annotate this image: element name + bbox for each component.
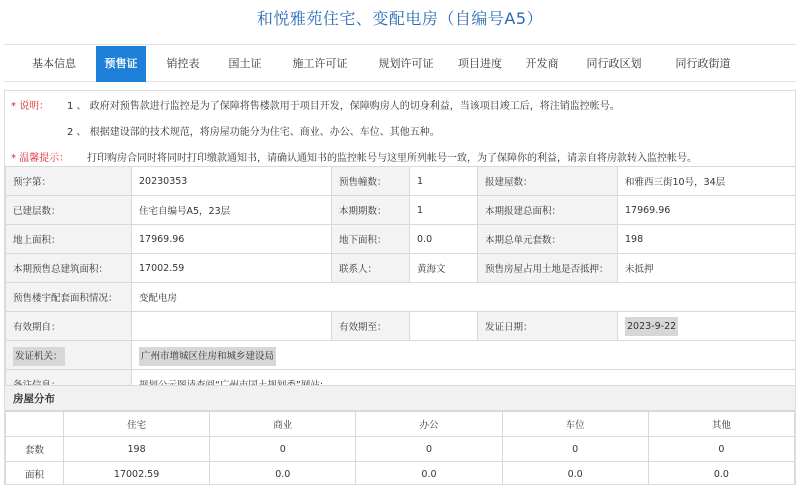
column-header: 住宅: [64, 412, 210, 437]
total-units-label: 本期总单元套数：: [478, 225, 618, 254]
table-row: [6, 167, 796, 196]
table-row: [6, 437, 795, 462]
tab-bar: [4, 44, 796, 82]
table-cell: 198: [64, 437, 210, 462]
tab-construction-permit[interactable]: 施工许可证: [292, 57, 348, 70]
report-floors-label: 报建屋数：: [478, 167, 618, 196]
column-header: 车位: [502, 412, 648, 437]
table-cell: 0.0: [648, 462, 794, 485]
total-units-value: 198: [618, 225, 796, 254]
table-cell: 0: [502, 437, 648, 462]
valid-to-label: 有效期至：: [332, 312, 410, 341]
tab-presale-cert[interactable]: 预售证: [96, 46, 146, 82]
table-row: [6, 462, 795, 485]
issuer-label: 发证机关：: [13, 347, 65, 366]
page-title: 和悦雅苑住宅、变配电房（自编号A5）: [256, 9, 544, 28]
distribution-header-row: [6, 412, 795, 437]
valid-to-value: [410, 312, 478, 341]
table-cell: 0.0: [356, 462, 502, 485]
tip-label: * 温馨提示：: [11, 153, 70, 164]
table-row: [6, 283, 796, 312]
built-floors-value: 住宅自编号A5，23层: [132, 196, 332, 225]
description-item-1: 1 、 政府对预售款进行监控是为了保障将售楼款用于项目开发，保障购房人的切身利益，当该项目竣工后，将注销监控帐号。: [67, 101, 620, 112]
tab-sales-control[interactable]: 销控表: [166, 57, 200, 70]
tip-text: 打印购房合同时将同时打印缴款通知书，请确认通知书的监控帐号与这里所列帐号一致，为了保障你的利益，请亲自将房款转入监控帐号。: [87, 153, 697, 164]
tab-developer[interactable]: 开发商: [525, 57, 559, 70]
valid-from-value: [132, 312, 332, 341]
table-row: [6, 312, 796, 341]
row-label: 套数: [6, 437, 64, 462]
tab-same-street[interactable]: 同行政街道: [675, 57, 731, 70]
tab-land-cert[interactable]: 国土证: [228, 57, 262, 70]
table-row: [6, 254, 796, 283]
column-header: 其他: [648, 412, 794, 437]
valid-from-label: 有效期自：: [6, 312, 132, 341]
tab-basic-info[interactable]: 基本信息: [32, 57, 76, 70]
report-floors-value: 和雅西三街10号，34层: [618, 167, 796, 196]
table-cell: 17002.59: [64, 462, 210, 485]
distribution-heading: 房屋分布: [5, 385, 795, 411]
presale-cert-panel: [4, 90, 796, 485]
tab-same-district[interactable]: 同行政区划: [586, 57, 642, 70]
built-floors-label: 已建层数：: [6, 196, 132, 225]
table-row: [6, 225, 796, 254]
table-cell: 0: [648, 437, 794, 462]
tab-project-progress[interactable]: 项目进度: [458, 57, 502, 70]
presale-no-value: 20230353: [132, 167, 332, 196]
issuer-value: 广州市增城区住房和城乡建设局: [139, 347, 276, 366]
row-label: 面积: [6, 462, 64, 485]
corner-cell: [6, 412, 64, 437]
issuer-cell: [132, 341, 796, 370]
contact-value: 黄海文: [410, 254, 478, 283]
table-cell: 0: [210, 437, 356, 462]
presale-area-label: 本期预售总建筑面积：: [6, 254, 132, 283]
mortgage-value: 未抵押: [618, 254, 796, 283]
issuer-label-cell: [6, 341, 132, 370]
table-row: [6, 196, 796, 225]
issue-date-label: 发证日期：: [478, 312, 618, 341]
distribution-table: [5, 411, 795, 485]
issue-date-cell: [618, 312, 796, 341]
table-cell: 0.0: [210, 462, 356, 485]
presale-floors-label: 预售幢数：: [332, 167, 410, 196]
below-area-value: 0.0: [410, 225, 478, 254]
table-cell: 0.0: [502, 462, 648, 485]
presale-no-label: 预字第：: [6, 167, 132, 196]
presale-area-value: 17002.59: [132, 254, 332, 283]
table-cell: 0: [356, 437, 502, 462]
supporting-area-label: 预售楼宇配套面积情况：: [6, 283, 132, 312]
presale-floors-value: 1: [410, 167, 478, 196]
description-label: * 说明：: [11, 101, 50, 112]
above-area-label: 地上面积：: [6, 225, 132, 254]
contact-label: 联系人：: [332, 254, 410, 283]
report-total-area-value: 17969.96: [618, 196, 796, 225]
tab-planning-permit[interactable]: 规划许可证: [378, 57, 434, 70]
supporting-area-value: 变配电房: [132, 283, 796, 312]
period-label: 本期期数：: [332, 196, 410, 225]
description-item-2: 2 、 根据建设部的技术规范，将房屋功能分为住宅、商业、办公、车位、其他五种。: [67, 127, 440, 138]
below-area-label: 地下面积：: [332, 225, 410, 254]
issue-date-value: 2023-9-22: [625, 317, 678, 336]
period-value: 1: [410, 196, 478, 225]
report-total-area-label: 本期报建总面积：: [478, 196, 618, 225]
presale-info-table: [5, 166, 796, 399]
column-header: 办公: [356, 412, 502, 437]
table-row: [6, 341, 796, 370]
column-header: 商业: [210, 412, 356, 437]
above-area-value: 17969.96: [132, 225, 332, 254]
mortgage-label: 预售房屋占用土地是否抵押：: [478, 254, 618, 283]
